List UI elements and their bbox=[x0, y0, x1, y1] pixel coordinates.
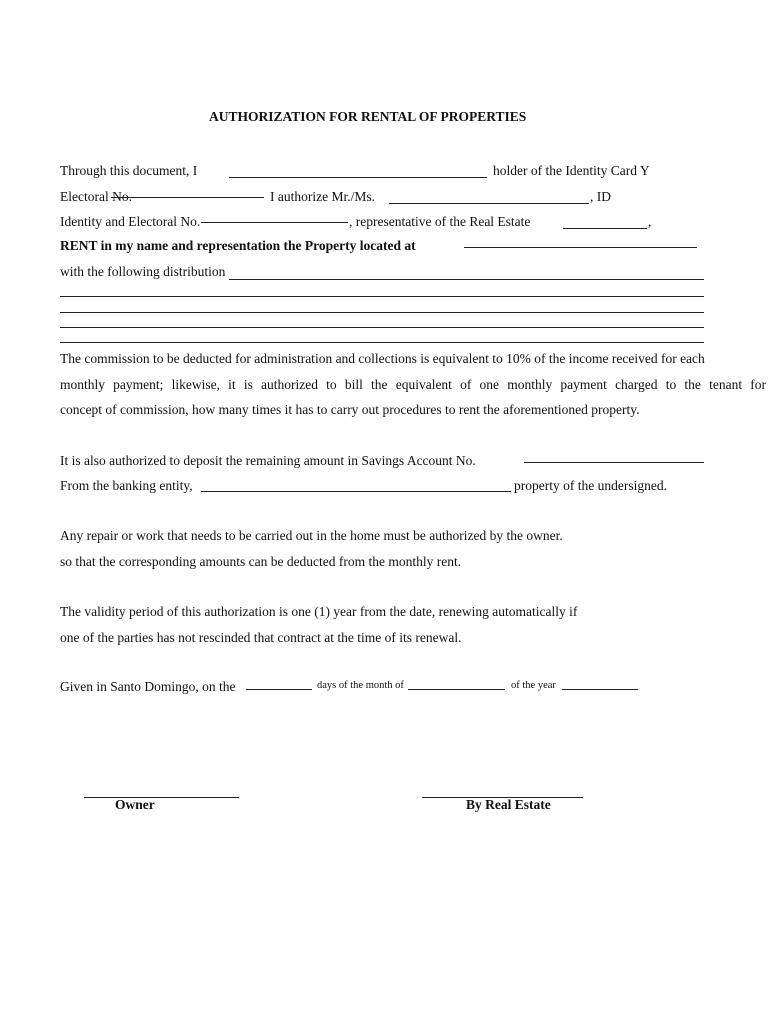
undersigned-text: property of the undersigned. bbox=[514, 478, 667, 493]
savings-account-field-line[interactable] bbox=[524, 462, 704, 463]
id-electoral-field-line[interactable] bbox=[201, 222, 348, 223]
document-title: AUTHORIZATION FOR RENTAL OF PROPERTIES bbox=[209, 109, 527, 124]
day-field-line[interactable] bbox=[246, 689, 312, 690]
deposit-text: It is also authorized to deposit the remaining amount in Savings Account No. bbox=[60, 453, 476, 468]
commission-text-line-1: The commission to be deducted for administration and collections is equivalent to 10% of the income received for each bbox=[60, 351, 705, 366]
intro-text-2: holder of the Identity Card Y bbox=[493, 163, 650, 178]
intro-text-1: Through this document, I bbox=[60, 163, 198, 178]
commission-text-line-3: concept of commission, how many times it has to carry out procedures to rent the aforementioned property. bbox=[60, 402, 640, 417]
validity-text-line-2: one of the parties has not rescinded that contract at the time of its renewal. bbox=[60, 630, 462, 645]
commission-text-line-2-content: monthly payment; likewise, it is authorized to bill the equivalent of one monthly payment charged to the tenant for bbox=[60, 377, 766, 392]
comma-text: , bbox=[648, 214, 652, 229]
rent-statement: RENT in my name and representation the Property located at bbox=[60, 238, 416, 253]
real-estate-signature-label: By Real Estate bbox=[466, 797, 551, 812]
distribution-line-4[interactable] bbox=[60, 327, 704, 328]
distribution-line-1[interactable] bbox=[229, 279, 704, 280]
electoral-label: Electoral No. bbox=[60, 189, 132, 204]
id-label: , ID bbox=[590, 189, 611, 204]
authorize-label: I authorize Mr./Ms. bbox=[270, 189, 375, 204]
banking-entity-label: From the banking entity, bbox=[60, 478, 193, 493]
validity-text-line-1: The validity period of this authorization is one (1) year from the date, renewing automatically if bbox=[60, 604, 578, 619]
distribution-line-3[interactable] bbox=[60, 312, 704, 313]
distribution-line-5[interactable] bbox=[60, 342, 704, 343]
repair-text-line-2: so that the corresponding amounts can be deducted from the monthly rent. bbox=[60, 554, 462, 569]
commission-text-line-2 bbox=[60, 378, 766, 392]
electoral-field-line[interactable] bbox=[111, 197, 264, 198]
owner-signature-label: Owner bbox=[115, 797, 155, 812]
representative-label: , representative of the Real Estate bbox=[349, 214, 531, 229]
authorized-name-field-line[interactable] bbox=[389, 203, 589, 204]
banking-entity-field-line[interactable] bbox=[201, 491, 511, 492]
real-estate-field-line[interactable] bbox=[563, 228, 647, 229]
distribution-line-2[interactable] bbox=[60, 296, 704, 297]
repair-text-line-1: Any repair or work that needs to be carried out in the home must be authorized by the owner. bbox=[60, 528, 563, 543]
of-the-year-text: of the year bbox=[511, 680, 556, 691]
year-field-line[interactable] bbox=[562, 689, 638, 690]
property-location-field-line[interactable] bbox=[464, 247, 697, 248]
given-in-text: Given in Santo Domingo, on the bbox=[60, 679, 236, 694]
name-field-line[interactable] bbox=[229, 177, 487, 178]
identity-electoral-label: Identity and Electoral No. bbox=[60, 214, 201, 229]
month-field-line[interactable] bbox=[408, 689, 505, 690]
owner-signature-line[interactable] bbox=[84, 797, 239, 798]
days-of-month-text: days of the month of bbox=[317, 680, 404, 691]
distribution-label: with the following distribution bbox=[60, 264, 226, 279]
